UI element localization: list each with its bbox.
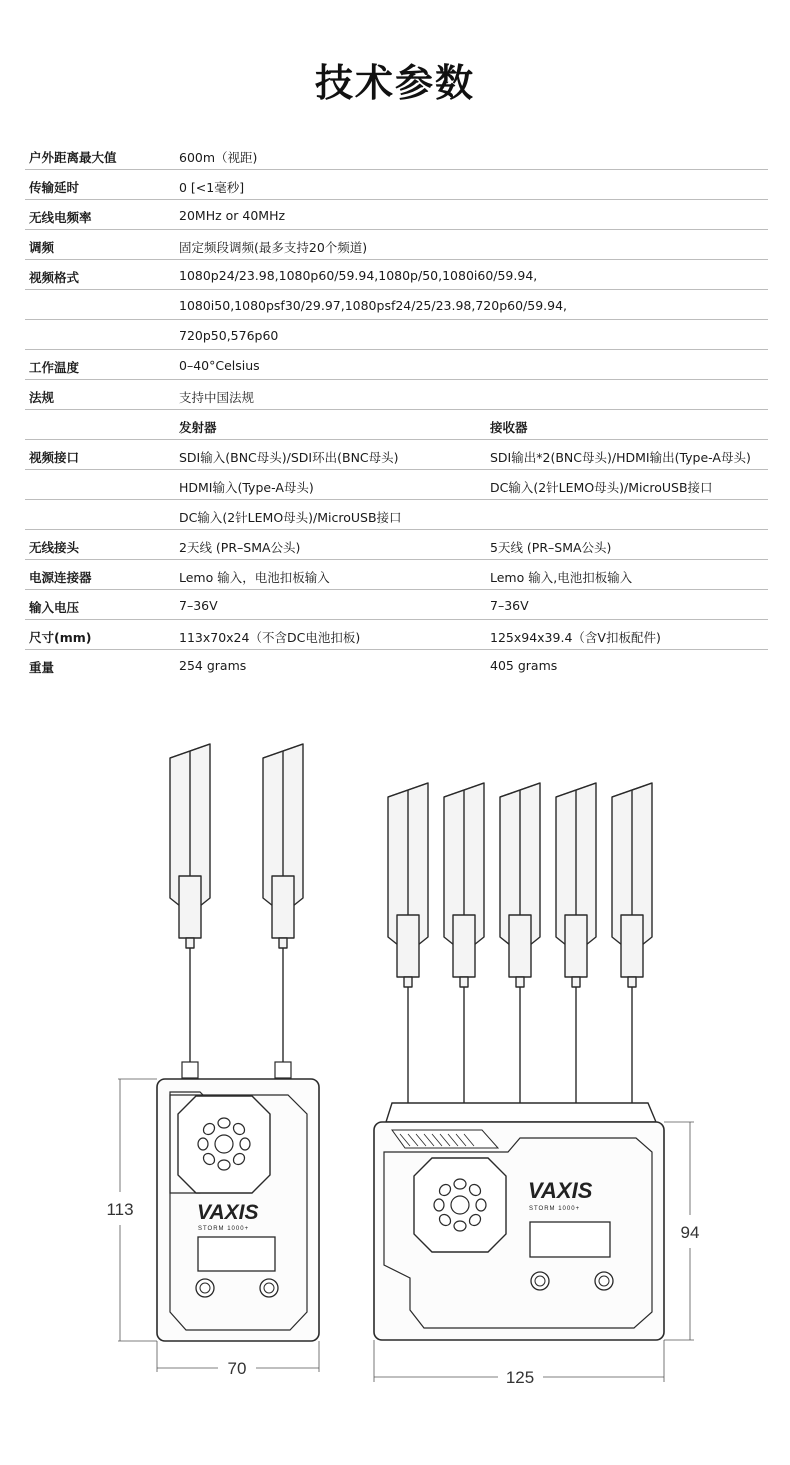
spec-value-rx: 5天线 (PR–SMA公头) [490, 540, 612, 555]
spec-label: 视频格式 [29, 270, 80, 285]
spec-label: 户外距离最大值 [29, 150, 117, 165]
spec-row [25, 230, 768, 260]
dimension-drawing [0, 720, 790, 1420]
spec-row [25, 140, 768, 170]
button-icon [260, 1279, 278, 1297]
spec-value: 2天线 (PR–SMA公头) [179, 540, 301, 555]
spec-row [25, 530, 768, 560]
spec-table [25, 140, 768, 679]
spec-label: 无线电频率 [29, 210, 92, 225]
spec-value: DC输入(2针LEMO母头)/MicroUSB接口 [179, 510, 402, 525]
spec-label: 输入电压 [29, 600, 80, 615]
spec-value: 113x70x24（不含DC电池扣板) [179, 630, 361, 645]
spec-value: 0–40°Celsius [179, 358, 260, 373]
fan-icon [434, 1179, 486, 1231]
spec-label: 视频接口 [29, 450, 80, 465]
page-title: 技术参数 [314, 61, 475, 105]
antenna-icon [263, 744, 303, 948]
spec-value: Lemo 输入，电池扣板输入 [179, 570, 330, 585]
spec-row [25, 560, 768, 590]
spec-row [25, 650, 768, 679]
spec-row [25, 260, 768, 290]
antenna-icon [170, 744, 210, 948]
spec-value: SDI输入(BNC母头)/SDI环出(BNC母头) [179, 450, 399, 465]
spec-value: HDMI输入(Type-A母头) [179, 480, 314, 495]
button-icon [595, 1272, 613, 1290]
spec-label: 重量 [29, 660, 55, 675]
spec-value-rx: SDI输出*2(BNC母头)/HDMI输出(Type-A母头) [490, 450, 751, 465]
spec-value-rx: Lemo 输入,电池扣板输入 [490, 570, 633, 585]
model-label: STORM 1000+ [529, 1206, 581, 1212]
spec-value: 720p50,576p60 [179, 328, 279, 343]
spec-row [25, 500, 768, 530]
tx-height-label: 113 [106, 1200, 134, 1219]
spec-value: 600m（视距) [179, 150, 258, 165]
spec-row [25, 590, 768, 620]
model-label: STORM 1000+ [198, 1226, 250, 1232]
spec-value-rx: 7–36V [490, 598, 529, 613]
transmitter-drawing [106, 744, 319, 1378]
receiver-header: 接收器 [490, 420, 528, 435]
brand-logo: VAXIS [197, 1201, 259, 1224]
spec-value: 1080i50,1080psf30/29.97,1080psf24/25/23.98,720p60/59.94, [179, 298, 568, 313]
transmitter-header: 发射器 [179, 420, 217, 435]
spec-label: 法规 [29, 390, 55, 405]
antenna-icon [444, 783, 484, 987]
tx-width-label: 70 [227, 1359, 247, 1378]
brand-logo: VAXIS [528, 1178, 593, 1203]
spec-row [25, 440, 768, 470]
spec-value: 支持中国法规 [179, 390, 255, 405]
spec-label: 调频 [29, 240, 55, 255]
spec-value: 7–36V [179, 598, 218, 613]
antenna-icon [500, 783, 540, 987]
rx-width-label: 125 [505, 1368, 535, 1387]
antenna-icon [388, 783, 428, 987]
rx-height-label: 94 [680, 1223, 700, 1242]
spec-value-rx: DC输入(2针LEMO母头)/MicroUSB接口 [490, 480, 713, 495]
spec-value: 20MHz or 40MHz [179, 208, 286, 223]
antenna-icon [556, 783, 596, 987]
spec-row [25, 170, 768, 200]
spec-value: 固定频段调频(最多支持20个频道) [179, 240, 368, 255]
spec-row [25, 290, 768, 320]
spec-value: 254 grams [179, 658, 247, 673]
antenna-icon [612, 783, 652, 987]
spec-value-rx: 405 grams [490, 658, 558, 673]
spec-row [25, 350, 768, 380]
button-icon [196, 1279, 214, 1297]
spec-value: 1080p24/23.98,1080p60/59.94,1080p/50,1080i60/59.94, [179, 268, 538, 283]
fan-icon [198, 1118, 250, 1170]
spec-label: 无线接头 [29, 540, 80, 555]
spec-label: 尺寸(mm) [29, 630, 92, 645]
spec-label: 电源连接器 [29, 570, 92, 585]
spec-row [25, 470, 768, 500]
spec-row [25, 380, 768, 410]
spec-row [25, 320, 768, 350]
button-icon [531, 1272, 549, 1290]
spec-label: 工作温度 [29, 360, 80, 375]
spec-row [25, 200, 768, 230]
spec-row [25, 620, 768, 650]
spec-value-rx: 125x94x39.4（含V扣板配件) [490, 630, 661, 645]
receiver-drawing [374, 783, 699, 1387]
spec-value: 0 [<1毫秒] [179, 180, 245, 195]
spec-header-row [25, 410, 768, 440]
spec-label: 传输延时 [29, 180, 80, 195]
